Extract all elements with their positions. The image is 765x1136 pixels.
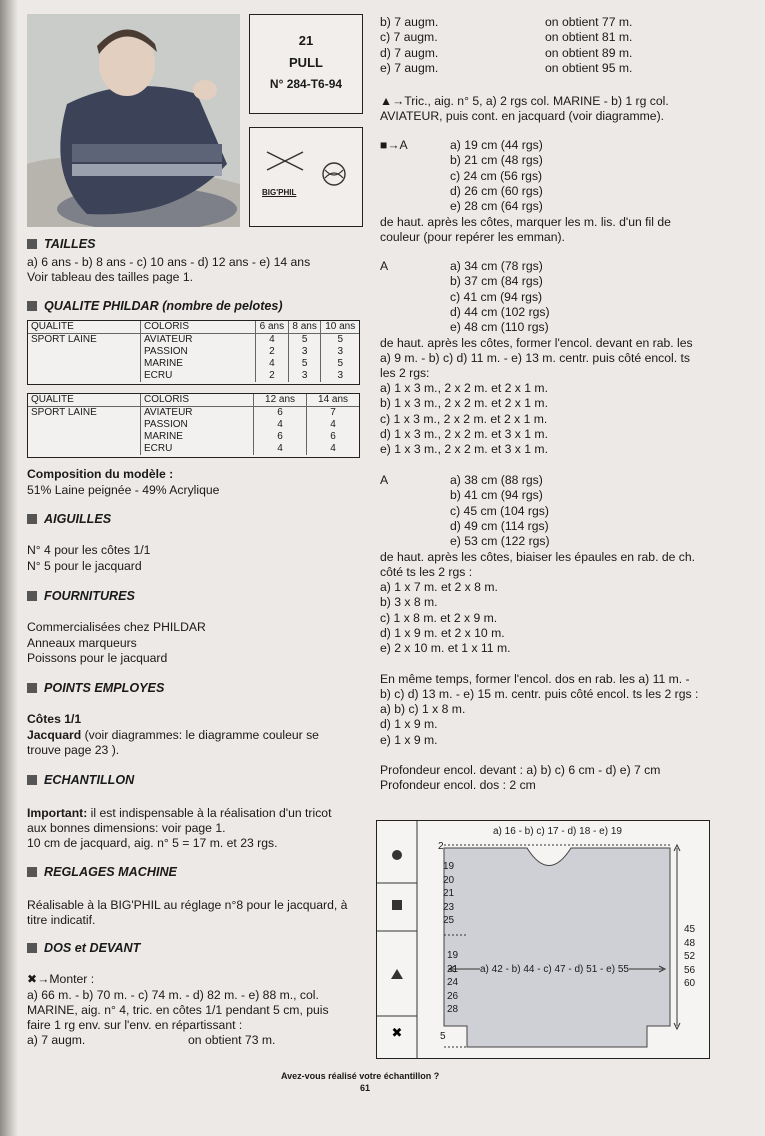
yarn-table-1: [27, 320, 360, 385]
page-spine-shadow: [0, 0, 18, 1136]
diagram-heights: 45 48 52 56 60: [684, 924, 696, 989]
table-row: PASSION 2 3 3: [28, 346, 359, 358]
cotes-label: Côtes 1/1: [27, 712, 82, 726]
qualite-heading: QUALITE PHILDAR (nombre de pelotes): [27, 299, 283, 313]
yarn-table-2: [27, 393, 360, 458]
reglages-line-2: titre indicatif.: [27, 913, 96, 927]
diagram-rib: 5: [440, 1031, 446, 1042]
augm-row-a: a) 7 augm. on obtient 73 m.: [27, 1033, 276, 1047]
bigphil-label: BIG'PHIL: [262, 188, 297, 197]
table-header: QUALITE: [28, 321, 141, 334]
tric-line-2: AVIATEUR, puis cont. en jacquard (voir diagramme).: [380, 109, 665, 123]
table-row: ECRU 4 4: [28, 443, 359, 455]
pattern-kind: PULL: [289, 55, 323, 70]
aiguilles-line-2: N° 5 pour le jacquard: [27, 559, 142, 573]
composition-title: Composition du modèle :: [27, 467, 174, 481]
fournitures-heading: FOURNITURES: [27, 589, 135, 603]
echantillon-line-2: aux bonnes dimensions: voir page 1.: [27, 821, 226, 835]
diagram-body-values: 19 21 24 26 28: [447, 950, 459, 1015]
block-a1: ■→A a) 19 cm (44 rgs) b) 21 cm (48 rgs) c) 24 cm (56 rgs) d) 26 cm (60 rgs) e) 28 cm (64 rgs): [380, 138, 543, 214]
block-a2-after-2: a) 9 m. - b) c) d) 11 m. - e) 13 m. centr. puis côté encol. ts: [380, 351, 690, 365]
table-header: 8 ans: [288, 321, 321, 334]
knitting-method-box: [249, 127, 363, 227]
table-header: 6 ans: [256, 321, 289, 334]
child-photo-illustration: [27, 14, 240, 227]
reglages-heading: REGLAGES MACHINE: [27, 865, 177, 879]
circle-marker-icon: [392, 850, 402, 860]
table-row: PASSION 4 4: [28, 419, 359, 431]
monter-label: ✖→Monter :: [27, 972, 95, 986]
table-header: QUALITE: [28, 394, 141, 407]
monter-line-1: a) 66 m. - b) 70 m. - c) 74 m. - d) 82 m. - e) 88 m., col.: [27, 988, 319, 1002]
points-heading: POINTS EMPLOYES: [27, 681, 164, 695]
sizes-line: a) 6 ans - b) 8 ans - c) 10 ans - d) 12 ans - e) 14 ans: [27, 255, 311, 269]
dos-devant-heading: DOS et DEVANT: [27, 941, 140, 955]
block-a3-after-2: côté ts les 2 rgs :: [380, 565, 473, 579]
table-header: COLORIS: [141, 321, 256, 334]
knitting-machine-icon: [320, 160, 348, 188]
dos-encol-rab: a) b) c) 1 x 8 m. d) 1 x 9 m. e) 1 x 9 m.: [380, 702, 466, 747]
cross-marker-icon: ✖: [391, 1026, 403, 1041]
aiguilles-heading: AIGUILLES: [27, 512, 111, 526]
table-row: ECRU 2 3 3: [28, 370, 359, 382]
diagram-width-label: a) 42 - b) 44 - c) 47 - d) 51 - e) 55: [480, 964, 629, 975]
monter-line-2: MARINE, aig. n° 4, tric. en côtes 1/1 pendant 5 cm, puis: [27, 1003, 329, 1017]
block-a1-after-1: de haut. après les côtes, marquer les m. lis. d'un fil de: [380, 215, 671, 229]
table-header: 10 ans: [321, 321, 359, 334]
augm-row-b: b) 7 augm. on obtient 77 m.: [380, 15, 633, 29]
profondeur-devant: Profondeur encol. devant : a) b) c) 6 cm - d) e) 7 cm: [380, 763, 661, 777]
table-row: SPORT LAINE AVIATEUR 4 5 5: [28, 334, 359, 347]
echantillon-line-1: Important: il est indispensable à la réalisation d'un tricot: [27, 806, 332, 820]
echantillon-heading: ECHANTILLON: [27, 773, 134, 787]
triangle-marker-icon: [391, 969, 403, 979]
table-row: MARINE 4 5 5: [28, 358, 359, 370]
augm-row-e: e) 7 augm. on obtient 95 m.: [380, 60, 633, 75]
sizes-note: Voir tableau des tailles page 1.: [27, 270, 194, 284]
table-row: MARINE 6 6: [28, 431, 359, 443]
block-a3: A a) 38 cm (88 rgs) b) 41 cm (94 rgs) c) 45 cm (104 rgs) d) 49 cm (114 rgs) e) 53 cm (122 rgs): [380, 473, 550, 549]
block-a1-after-2: couleur (pour repérer les emman).: [380, 230, 565, 244]
monter-line-3: faire 1 rg env. sur l'env. en répartissant :: [27, 1018, 243, 1032]
pattern-number: 21: [298, 33, 314, 48]
block-a3-rab: a) 1 x 7 m. et 2 x 8 m. b) 3 x 8 m. c) 1 x 8 m. et 2 x 9 m. d) 1 x 9 m. et 2 x 10 m. e) 2 x 10 m. et 1 x 11 m.: [380, 580, 511, 656]
square-marker: ■→A: [380, 138, 408, 152]
model-photo: [27, 14, 240, 227]
tailles-heading: TAILLES: [27, 237, 96, 251]
diagram-top-label: a) 16 - b) c) 17 - d) 18 - e) 19: [493, 826, 622, 837]
dos-encol-line-2: b) c) d) 13 m. - e) 15 m. centr. puis côté encol. ts les 2 rgs :: [380, 687, 699, 701]
composition-text: 51% Laine peignée - 49% Acrylique: [27, 483, 220, 497]
augm-row-d: d) 7 augm. on obtient 89 m.: [380, 45, 633, 60]
pattern-reference: N° 284-T6-94: [269, 77, 343, 91]
table-header: 14 ans: [307, 394, 359, 407]
block-a2-after-1: de haut. après les côtes, former l'encol. devant en rab. les: [380, 336, 693, 350]
fournitures-line-1: Commercialisées chez PHILDAR: [27, 620, 206, 634]
block-a3-after-1: de haut. après les côtes, biaiser les épaules en rab. de ch.: [380, 550, 696, 564]
table-header: 12 ans: [254, 394, 307, 407]
page-number: 61: [360, 1083, 371, 1093]
pattern-header-box: [249, 14, 363, 114]
fournitures-line-2: Anneaux marqueurs: [27, 636, 137, 650]
table-header: COLORIS: [141, 394, 254, 407]
fournitures-line-3: Poissons pour le jacquard: [27, 651, 168, 665]
tric-line-1: ▲→Tric., aig. n° 5, a) 2 rgs col. MARINE - b) 1 rg col.: [380, 94, 669, 108]
dos-encol-line-1: En même temps, former l'encol. dos en rab. les a) 11 m. -: [380, 672, 690, 686]
footer-question: Avez-vous réalisé votre échantillon ?: [281, 1071, 440, 1081]
diagram-shoulder: 2: [438, 841, 444, 852]
block-a2-rab: a) 1 x 3 m., 2 x 2 m. et 2 x 1 m. b) 1 x 3 m., 2 x 2 m. et 2 x 1 m. c) 1 x 3 m., 2 x 2 m. et 2 x 1 m. d) 1 x 3 m., 2 x 2 m. et 3 x 1 m. e) 1 x 3 m., 2 x 2 m. et 3 x 1 m.: [380, 381, 548, 457]
block-a2: A a) 34 cm (78 rgs) b) 37 cm (84 rgs) c) 41 cm (94 rgs) d) 44 cm (102 rgs) e) 48 cm (110 rgs): [380, 259, 550, 335]
reglages-line-1: Réalisable à la BIG'PHIL au réglage n°8 pour le jacquard, à: [27, 898, 348, 912]
jacquard-line-2: trouve page 23 ).: [27, 743, 120, 757]
aiguilles-line-1: N° 4 pour les côtes 1/1: [27, 543, 151, 557]
needles-icon: [265, 150, 305, 172]
table-row: SPORT LAINE AVIATEUR 6 7: [28, 407, 359, 420]
garment-shape: [444, 848, 670, 1047]
profondeur-dos: Profondeur encol. dos : 2 cm: [380, 778, 536, 792]
augm-row-c: c) 7 augm. on obtient 81 m.: [380, 30, 633, 45]
jacquard-line-1: Jacquard (voir diagrammes: le diagramme couleur se: [27, 728, 319, 742]
schematic-diagram: [376, 820, 710, 1059]
augm-list: [380, 15, 680, 76]
block-a2-after-3: les 2 rgs:: [380, 366, 430, 380]
square-marker-icon: [392, 900, 402, 910]
echantillon-line-3: 10 cm de jacquard, aig. n° 5 = 17 m. et 23 rgs.: [27, 836, 278, 850]
diagram-armhole-values: 19 20 21 23 25: [443, 861, 455, 926]
